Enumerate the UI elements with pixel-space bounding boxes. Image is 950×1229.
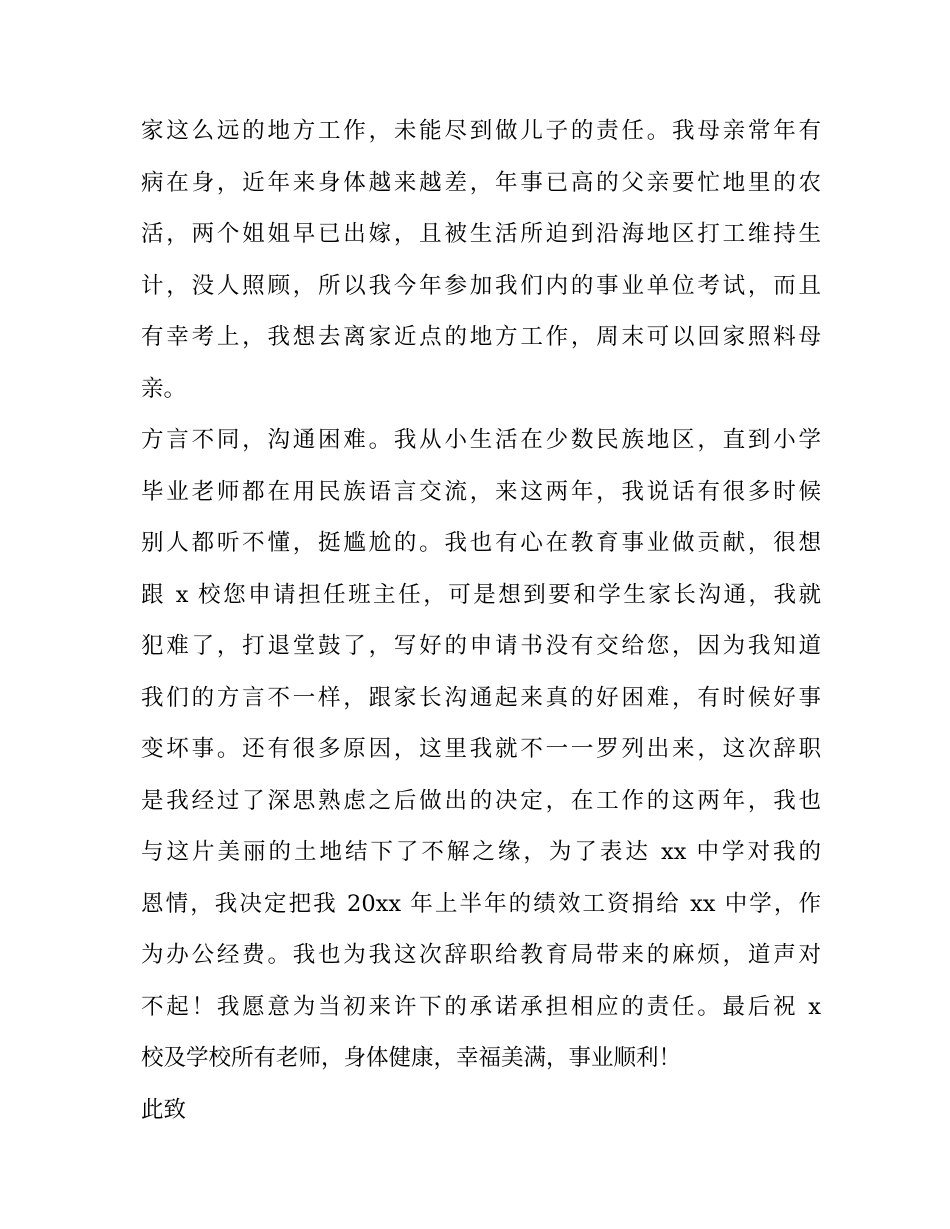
- text-line: 计，没人照顾，所以我今年参加我们内的事业单位考试，而且: [141, 272, 821, 299]
- closing-salutation: 此致: [141, 1096, 187, 1123]
- text-line: 毕业老师都在用民族语言交流，来这两年，我说话有很多时候: [141, 478, 821, 505]
- text-line: 病在身，近年来身体越来越差，年事已高的父亲要忙地里的农: [141, 169, 821, 196]
- text-line: 犯难了，打退堂鼓了，写好的申请书没有交给您，因为我知道: [141, 633, 821, 659]
- text-line: 我们的方言不一样，跟家长沟通起来真的好困难，有时候好事: [141, 684, 821, 711]
- text-line: 与这片美丽的土地结下了不解之缘，为了表达 xx 中学对我的: [141, 839, 821, 865]
- text-line: 恩情，我决定把我 20xx 年上半年的绩效工资捐给 xx 中学，作: [141, 890, 821, 917]
- text-line: 方言不同，沟通困难。我从小生活在少数民族地区，直到小学: [141, 427, 821, 453]
- text-line: 是我经过了深思熟虑之后做出的决定，在工作的这两年，我也: [141, 787, 821, 814]
- text-line: 为办公经费。我也为我这次辞职给教育局带来的麻烦，道声对: [141, 942, 821, 968]
- text-line: 跟 x 校您申请担任班主任，可是想到要和学生家长沟通，我就: [141, 581, 821, 608]
- text-line: 变坏事。还有很多原因，这里我就不一一罗列出来，这次辞职: [141, 736, 821, 762]
- text-line: 校及学校所有老师，身体健康，幸福美满，事业顺利！: [141, 1045, 682, 1071]
- text-line: 不起！我愿意为当初来许下的承诺承担相应的责任。最后祝 x: [141, 993, 821, 1020]
- text-line: 亲。: [141, 375, 187, 402]
- text-line: 别人都听不懂，挺尴尬的。我也有心在教育事业做贡献，很想: [141, 530, 821, 556]
- text-line: 家这么远的地方工作，未能尽到做儿子的责任。我母亲常年有: [141, 118, 821, 144]
- text-line: 有幸考上，我想去离家近点的地方工作，周末可以回家照料母: [141, 324, 821, 350]
- letter-body: [141, 106, 821, 1136]
- text-line: 活，两个姐姐早已出嫁，且被生活所迫到沿海地区打工维持生: [141, 221, 821, 247]
